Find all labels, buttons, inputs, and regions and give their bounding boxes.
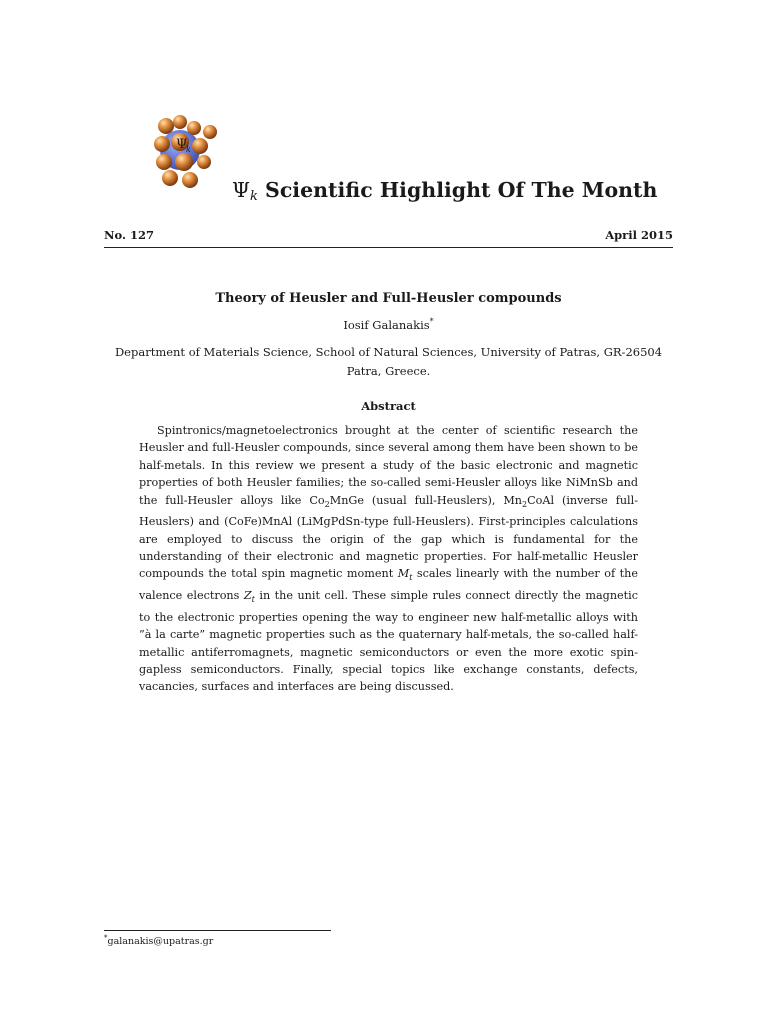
affiliation: Department of Materials Science, School of Natural Sciences, University of Patras, GR-26504 Patra, Greece. [114, 345, 663, 378]
issue-number: No. 127 [104, 228, 154, 242]
masthead [232, 178, 657, 204]
masthead-title: Scientific Highlight Of The Month [265, 178, 658, 202]
author-footnote-mark: * [429, 317, 434, 326]
issue-date: April 2015 [605, 228, 673, 242]
psi-k-logo [150, 112, 222, 192]
footnote [104, 934, 213, 947]
masthead-k: k [249, 189, 258, 204]
footnote-mark: * [104, 934, 108, 942]
abstract-body: Spintronics/magnetoelectronics brought at the center of scientific research the Heusler and full-Heusler compounds, since several among them have been shown to be half-metals. In this review we present a study of the basic electronic and magnetic properties of both Heusler families; the so-called semi-Heusler alloys like NiMnSb and the full-Heusler alloys like $Co_2MnGe$ (usual full-Heuslers), $Mn_2CoAl$ (inverse full-Heuslers) and (CoFe)MnAl (LiMgPdSn-type full-Heuslers). First-principles calculations are employed to discuss the origin of the gap which is fundamental for the understanding of their electronic and magnetic properties. For half-metallic Heusler compounds the total spin magnetic moment $M_t$ scales linearly with the number of the valence electrons $Z_t$ in the unit cell. These simple rules connect directly the magnetic to the electronic properties opening the way to engineer new half-metallic alloys with ”à la carte” magnetic properties such as the quaternary half-metals, the so-called half-metallic antiferromagnets, magnetic semiconductors or even the more exotic spin-gapless semiconductors. Finally, special topics like exchange constants, defects, vacancies, surfaces and interfaces are being discussed. [139, 424, 638, 694]
footnote-email[interactable]: galanakis@upatras.gr [107, 936, 214, 948]
issue-row [104, 228, 673, 242]
header-rule [104, 247, 673, 248]
author-name: Iosif Galanakis [343, 317, 430, 332]
logo-psi-letter: Ψ [176, 137, 188, 152]
mt-symbol: $M_t$ [397, 567, 413, 583]
author-line [104, 317, 673, 332]
masthead-psi: $\Psi_k$ [232, 178, 258, 204]
zt-symbol: $Z_t$ [243, 589, 255, 605]
psi-k-cluster-logo-icon [150, 112, 222, 192]
abstract-heading: Abstract [361, 399, 416, 413]
logo-k-letter: k [186, 145, 191, 154]
footnote-rule [104, 930, 331, 931]
paper-title: Theory of Heusler and Full-Heusler compounds [215, 291, 562, 306]
